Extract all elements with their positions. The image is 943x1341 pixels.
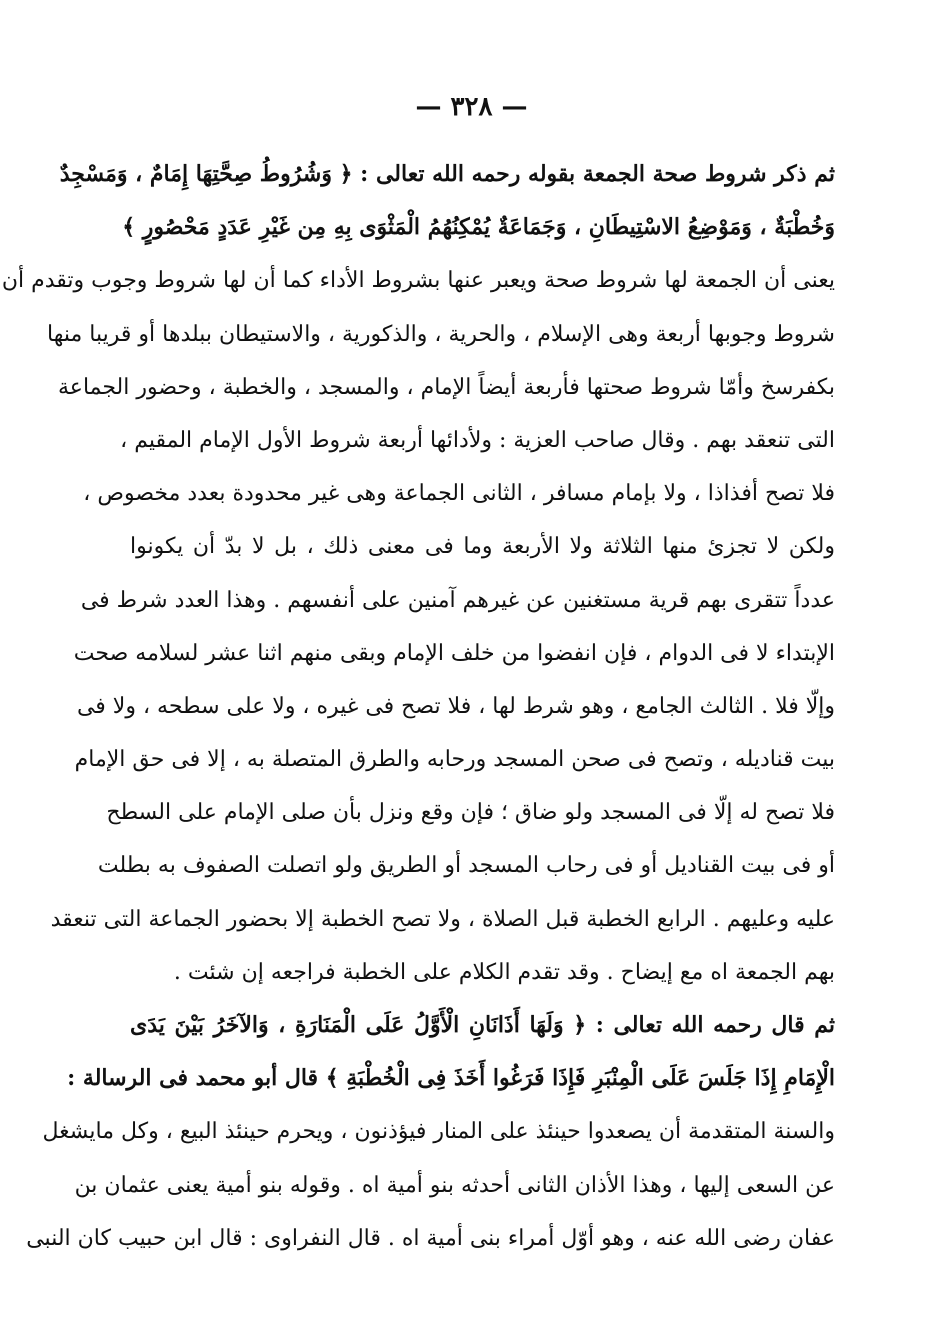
- text-line: عن السعى إليها ، وهذا الأذان الثانى أحدثه بنو أمية اه . وقوله بنو أمية يعنى عثمان بن: [74, 1172, 835, 1198]
- text-line: بيت قناديله ، وتصح فى صحن المسجد ورحابه والطرق المتصلة به ، إلا فى حق الإمام: [74, 747, 835, 773]
- text-line: يعنى أن الجمعة لها شروط صحة ويعبر عنها بشروط الأداء كما أن لها شروط وجوب وتقدم أن: [1, 268, 835, 294]
- text-line: عدداً تتقرى بهم قرية مستغنين عن غيرهم آمنين على أنفسهم . وهذا العدد شرط فى: [80, 587, 835, 613]
- text-line: وإلّا فلا . الثالث الجامع ، وهو شرط لها ، فلا تصح فى غيره ، ولا على سطحه ، ولا فى: [76, 693, 835, 719]
- text-line: التى تنعقد بهم . وقال صاحب العزية : ولأدائها أربعة شروط الأول الإمام المقيم ،: [120, 427, 835, 453]
- text-line: وَخُطْبَةٌ ، وَمَوْضِعُ الاسْتِيطَانِ ، وَجَمَاعَةٌ يُمْكِنُهُمُ الْمَثْوَى بِهِ مِن غَيْرِ عَدَدٍ مَحْصُورٍ ﴾: [122, 214, 835, 241]
- text-line: أو فى بيت القناديل أو فى رحاب المسجد أو الطريق ولو اتصلت الصفوف به بطلت: [97, 853, 835, 879]
- text-line: عليه وعليهم . الرابع الخطبة قبل الصلاة ، ولا تصح الخطبة إلا بحضور الجماعة التى تنعقد: [50, 906, 835, 932]
- page-number: — ٣٢٨ —: [415, 92, 528, 122]
- text-line: فلا تصح أفذاذا ، ولا بإمام مسافر ، الثانى الجماعة وهى غير محدودة بعدد مخصوص ،: [83, 481, 835, 507]
- text-line: ثم ذكر شروط صحة الجمعة بقوله رحمه الله تعالى : ﴿ وَشُرُوطُ صِحَّتِهَا إِمَامٌ ، وَمَسْجِدٌ: [59, 161, 835, 187]
- text-line: عفان رضى الله عنه ، وهو أوّل أمراء بنى أمية اه . قال النفراوى : قال ابن حبيب كان النبى: [26, 1225, 835, 1251]
- text-line: شروط وجوبها أربعة وهى الإسلام ، والحرية ، والذكورية ، والاستيطان ببلدها أو قريبا منها: [47, 321, 835, 347]
- text-line: بكفرسخ وأمّا شروط صحتها فأربعة أيضاً الإمام ، والمسجد ، والخطبة ، وحضور الجماعة: [58, 374, 835, 400]
- text-line: والسنة المتقدمة أن يصعدوا حينئذ على المنار فيؤذنون ، ويحرم حينئذ البيع ، وكل مايشغل: [42, 1119, 835, 1145]
- text-line: ولكن لا تجزئ منها الثلاثة ولا الأربعة وما فى معنى ذلك ، بل لا بدّ أن يكونوا: [130, 534, 835, 560]
- text-line: فلا تصح له إلّا فى المسجد ولو ضاق ؛ فإن وقع ونزل بأن صلى الإمام على السطح: [106, 800, 835, 826]
- text-line: الإبتداء لا فى الدوام ، فإن انفضوا من خلف الإمام وبقى منهم اثنا عشر لسلامه صحت: [73, 640, 835, 666]
- text-line: الْإِمَامِ إِذَا جَلَسَ عَلَى الْمِنْبَرِ فَإِذَا فَرَغُوا أَخَذَ فِى الْخُطْبَةِ ﴾ قال أبو محمد فى الرسالة :: [67, 1065, 835, 1092]
- text-line: بهم الجمعة اه مع إيضاح . وقد تقدم الكلام على الخطبة فراجعه إن شئت .: [173, 959, 835, 985]
- text-line: ثم قال رحمه الله تعالى : ﴿ وَلَهَا أَذَانَانِ الْأَوَّلُ عَلَى الْمَنَارَةِ ، وَالآخَرُ بَيْنَ يَدَى: [130, 1012, 835, 1038]
- body-text: [1, 148, 835, 1265]
